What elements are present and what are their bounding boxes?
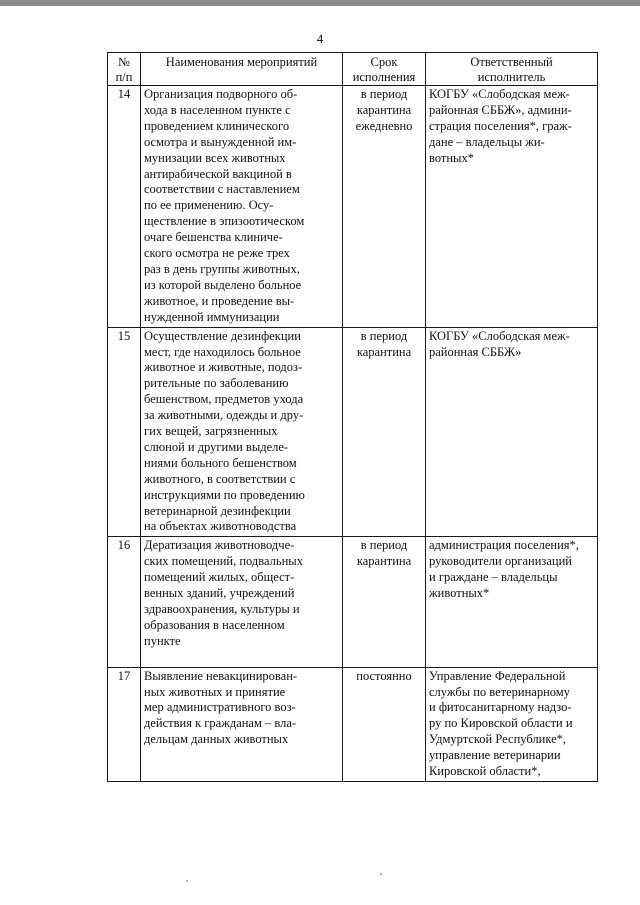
header-responsible bbox=[426, 53, 598, 86]
cell-line: за животными, одежды и дру- bbox=[144, 408, 304, 423]
cell-line: КОГБУ «Слободская меж- bbox=[429, 328, 570, 343]
cell-line: ществление в эпизоотическом bbox=[144, 214, 305, 229]
cell-line: в период bbox=[360, 328, 408, 343]
measure-term bbox=[343, 86, 426, 328]
cell-line: постоянно bbox=[356, 668, 412, 683]
table-header-row bbox=[108, 53, 598, 86]
cell-line: животного, в соответствии с bbox=[144, 471, 296, 486]
measure-term bbox=[343, 537, 426, 667]
table-row bbox=[108, 327, 598, 537]
cell-line: бешенством, предметов ухода bbox=[144, 392, 304, 407]
cell-line: Наименования мероприятий bbox=[165, 55, 318, 69]
cell-line: ниями больного бешенством bbox=[144, 455, 297, 470]
cell-line: Осуществление дезинфекции bbox=[144, 328, 301, 343]
measures-table bbox=[107, 52, 598, 782]
cell-line: Срок bbox=[370, 55, 398, 69]
cell-line: исполнения bbox=[352, 69, 416, 84]
cell-line: ского осмотра не реже трех bbox=[144, 246, 290, 261]
cell-line: мер административного воз- bbox=[144, 700, 296, 715]
cell-line: КОГБУ «Слободская меж- bbox=[429, 87, 570, 101]
measure-name bbox=[141, 86, 343, 328]
measure-term bbox=[343, 667, 426, 781]
row-number: 14 bbox=[108, 86, 141, 328]
cell-line: карантина bbox=[356, 554, 412, 569]
cell-line: ветеринарной дезинфекции bbox=[144, 503, 291, 518]
table-row bbox=[108, 667, 598, 781]
cell-line: Дератизация животноводче- bbox=[144, 538, 295, 553]
cell-line: службы по ветеринарному bbox=[429, 684, 570, 699]
cell-line: в период bbox=[360, 538, 408, 553]
cell-line: и граждане – владельцы bbox=[429, 570, 558, 585]
cell-line: животное и животные, подоз- bbox=[144, 360, 303, 375]
cell-line: хода в населенном пункте с bbox=[144, 102, 291, 117]
cell-line: образования в населенном bbox=[144, 617, 285, 632]
row-number: 16 bbox=[108, 537, 141, 667]
cell-line: пункте bbox=[144, 633, 181, 648]
cell-line: Организация подворного об- bbox=[144, 87, 298, 101]
measure-name bbox=[141, 667, 343, 781]
cell-line: очаге бешенства клиниче- bbox=[144, 230, 283, 245]
cell-line: рительные по заболеванию bbox=[144, 376, 289, 391]
row-number: 15 bbox=[108, 327, 141, 537]
cell-line: дельцам данных животных bbox=[144, 732, 289, 747]
measure-name bbox=[141, 327, 343, 537]
cell-line: здравоохранения, культуры и bbox=[144, 602, 300, 616]
cell-line: проведением клинического bbox=[144, 118, 290, 133]
cell-line: по ее применению. Осу- bbox=[144, 198, 274, 213]
scan-speck bbox=[380, 873, 382, 875]
cell-line: руководители организаций bbox=[429, 554, 572, 569]
cell-line: гих вещей, загрязненных bbox=[144, 424, 278, 439]
cell-line: животное, и проведение вы- bbox=[144, 293, 295, 308]
cell-line: ру по Кировской области и bbox=[429, 716, 573, 731]
cell-line: Удмуртской Республике*, bbox=[429, 732, 566, 747]
cell-line: антирабической вакциной в bbox=[144, 166, 292, 181]
cell-line: и фитосанитарному надзо- bbox=[429, 700, 572, 715]
cell-line: Ответственный bbox=[470, 55, 553, 69]
cell-line: карантина bbox=[356, 344, 412, 359]
header-number bbox=[108, 53, 141, 86]
measure-responsible bbox=[426, 537, 598, 667]
header-measure-name bbox=[141, 53, 343, 86]
measure-responsible bbox=[426, 86, 598, 328]
cell-line: Управление Федеральной bbox=[429, 668, 566, 683]
cell-line: карантина bbox=[356, 102, 412, 117]
cell-line: на объектах животноводства bbox=[144, 519, 297, 534]
cell-line: венных зданий, учреждений bbox=[144, 586, 295, 601]
scan-speck bbox=[186, 880, 188, 882]
cell-line: страция поселения*, граж- bbox=[429, 118, 572, 133]
header-term bbox=[343, 53, 426, 86]
row-number: 17 bbox=[108, 667, 141, 781]
table-row bbox=[108, 86, 598, 328]
cell-line: администрация поселения*, bbox=[429, 538, 579, 553]
cell-line: в период bbox=[360, 87, 408, 101]
measure-term bbox=[343, 327, 426, 537]
cell-line: помещений жилых, общест- bbox=[144, 570, 295, 585]
measure-name bbox=[141, 537, 343, 667]
cell-line: ежедневно bbox=[355, 118, 413, 133]
cell-line: нужденной иммунизации bbox=[144, 309, 280, 324]
cell-line: районная СББЖ», админи- bbox=[429, 102, 572, 117]
cell-line: осмотра и вынужденной им- bbox=[144, 134, 297, 149]
cell-line: слюной и другими выделе- bbox=[144, 439, 289, 454]
cell-line: районная СББЖ» bbox=[429, 344, 522, 359]
cell-line: из которой выделено больное bbox=[144, 277, 302, 292]
cell-line: дане – владельцы жи- bbox=[429, 134, 545, 149]
cell-line: действия к гражданам – вла- bbox=[144, 716, 297, 731]
cell-line: управление ветеринарии bbox=[429, 748, 561, 763]
cell-line: мест, где находилось больное bbox=[144, 344, 301, 359]
cell-line: животных* bbox=[429, 586, 490, 601]
cell-line: исполнитель bbox=[477, 69, 546, 84]
cell-line: мунизации всех животных bbox=[144, 150, 286, 165]
cell-line: ных животных и принятие bbox=[144, 684, 286, 699]
table-row bbox=[108, 537, 598, 667]
measure-responsible bbox=[426, 667, 598, 781]
page-number: 4 bbox=[316, 31, 324, 46]
cell-line: инструкциями по проведению bbox=[144, 487, 305, 502]
cell-line: Выявление невакцинирован- bbox=[144, 668, 298, 683]
cell-line: п/п bbox=[115, 69, 133, 84]
cell-line: Кировской области*, bbox=[429, 764, 541, 779]
scan-top-edge bbox=[0, 0, 640, 6]
cell-line: раз в день группы животных, bbox=[144, 261, 300, 276]
measure-responsible bbox=[426, 327, 598, 537]
cell-line: ских помещений, подвальных bbox=[144, 554, 303, 569]
cell-line: соответствии с наставлением bbox=[144, 182, 300, 197]
cell-line: вотных* bbox=[429, 150, 474, 165]
cell-line: № bbox=[118, 55, 130, 69]
